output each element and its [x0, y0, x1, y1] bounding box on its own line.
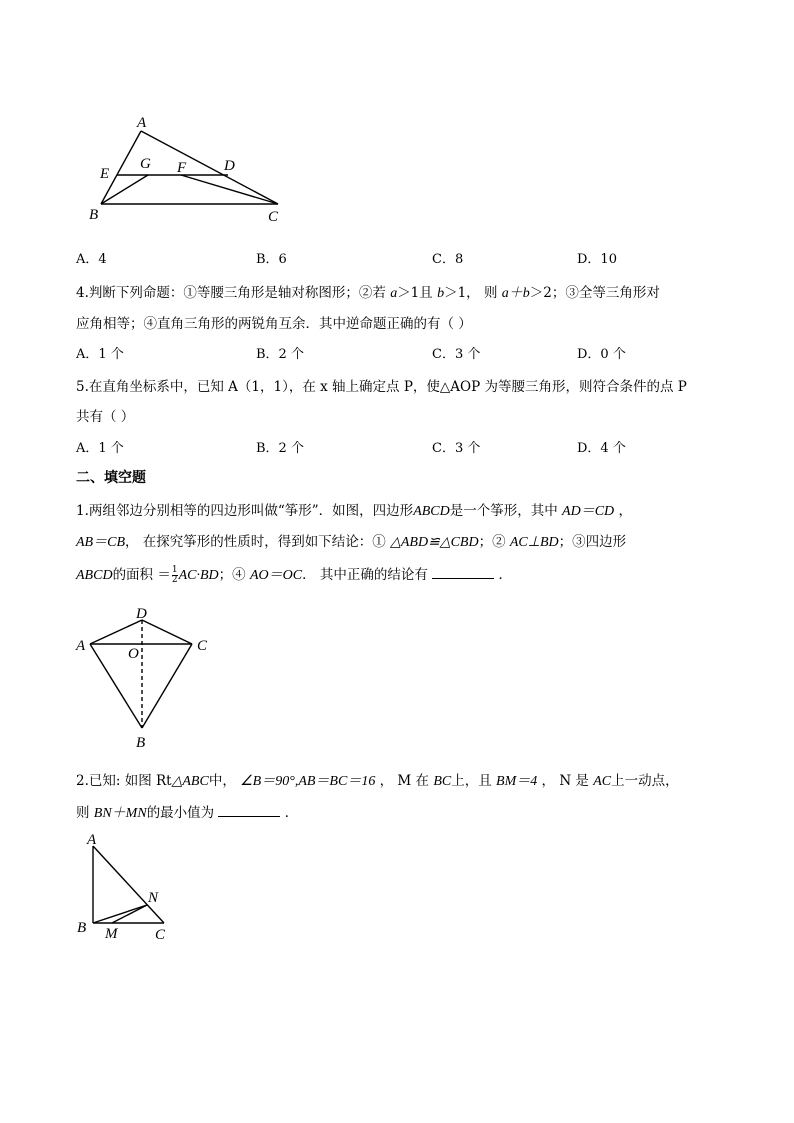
option-b: B．2 个 [256, 441, 304, 456]
label-e: E [100, 166, 110, 182]
label-c: C [197, 638, 208, 654]
label-b: B [77, 920, 87, 936]
fill-1-line-1: 1.两组邻边分别相等的四边形叫做“筝形”．如图，四边形ABCD是一个筝形，其中 AD＝CD ， [76, 503, 632, 519]
figure-triangle-abc-efgd [80, 105, 295, 230]
fill-1-line-3: ABCD的面积 ＝ $\frac{1}{2}$ AC·BD；④ AO＝OC． 其中正确的结论有 ． [76, 565, 512, 585]
question-5-line-2: 共有（ ） [76, 409, 135, 425]
figure-kite-abcd [72, 600, 222, 755]
option-c: C．8 [432, 252, 464, 267]
edge-cb [142, 644, 192, 728]
edge-dc [142, 620, 192, 644]
label-b: B [136, 735, 146, 751]
label-m: M [105, 926, 118, 942]
label-d: D [136, 606, 147, 622]
segment-fc [181, 175, 278, 204]
fill-1-line-2: AB＝CB， 在探究筝形的性质时，得到如下结论：① △ABD≌△CBD；② AC⊥BD；③四边形 [76, 534, 627, 550]
question-4-line-2: 应角相等；④直角三角形的两锐角互余．其中逆命题正确的有（ ） [76, 316, 472, 332]
label-a: A [87, 832, 97, 848]
option-c: C．3 个 [432, 347, 481, 362]
answer-blank[interactable] [432, 566, 494, 579]
figure-right-triangle-abc [74, 828, 184, 943]
option-b: B．2 个 [256, 347, 304, 362]
option-b: B．6 [256, 252, 287, 267]
option-a: A．4 [76, 252, 107, 267]
edge-da [90, 620, 142, 644]
answer-blank[interactable] [218, 804, 280, 817]
segment-mn [112, 905, 147, 923]
label-n: N [148, 890, 159, 906]
option-a: A．1 个 [76, 347, 124, 362]
question-4-line-1: 4.判断下列命题：①等腰三角形是轴对称图形；②若 a＞1且 b＞1， 则 a＋b＞2；③全等三角形对 [76, 285, 660, 301]
segment-bn [93, 905, 147, 923]
question-5-line-1: 5.在直角坐标系中，已知 A（1，1），在 x 轴上确定点 P，使△AOP 为等腰三角形，则符合条件的点 P [76, 379, 687, 395]
option-d: D．10 [577, 252, 617, 267]
label-a: A [137, 115, 147, 131]
label-c: C [268, 209, 279, 225]
label-d: D [224, 158, 235, 174]
option-a: A．1 个 [76, 441, 124, 456]
label-c: C [155, 927, 166, 943]
label-g: G [140, 156, 151, 172]
label-f: F [177, 160, 187, 176]
label-b: B [89, 207, 99, 223]
fill-2-line-2: 则 BN＋MN的最小值为 ． [76, 805, 299, 821]
label-a: A [76, 638, 86, 654]
option-d: D．0 个 [577, 347, 626, 362]
option-d: D．4 个 [577, 441, 626, 456]
section-heading: 二、填空题 [76, 470, 146, 486]
fill-2-line-1: 2.已知: 如图 Rt△ABC中， ∠B＝90°,AB＝BC＝16 ， M 在 BC上，且 BM＝4 ， N 是 AC上一动点， [76, 773, 679, 789]
fraction-one-half: $\frac{1}{2}$ [171, 565, 178, 585]
option-c: C．3 个 [432, 441, 481, 456]
edge-ac [141, 131, 278, 204]
label-o: O [128, 646, 139, 662]
